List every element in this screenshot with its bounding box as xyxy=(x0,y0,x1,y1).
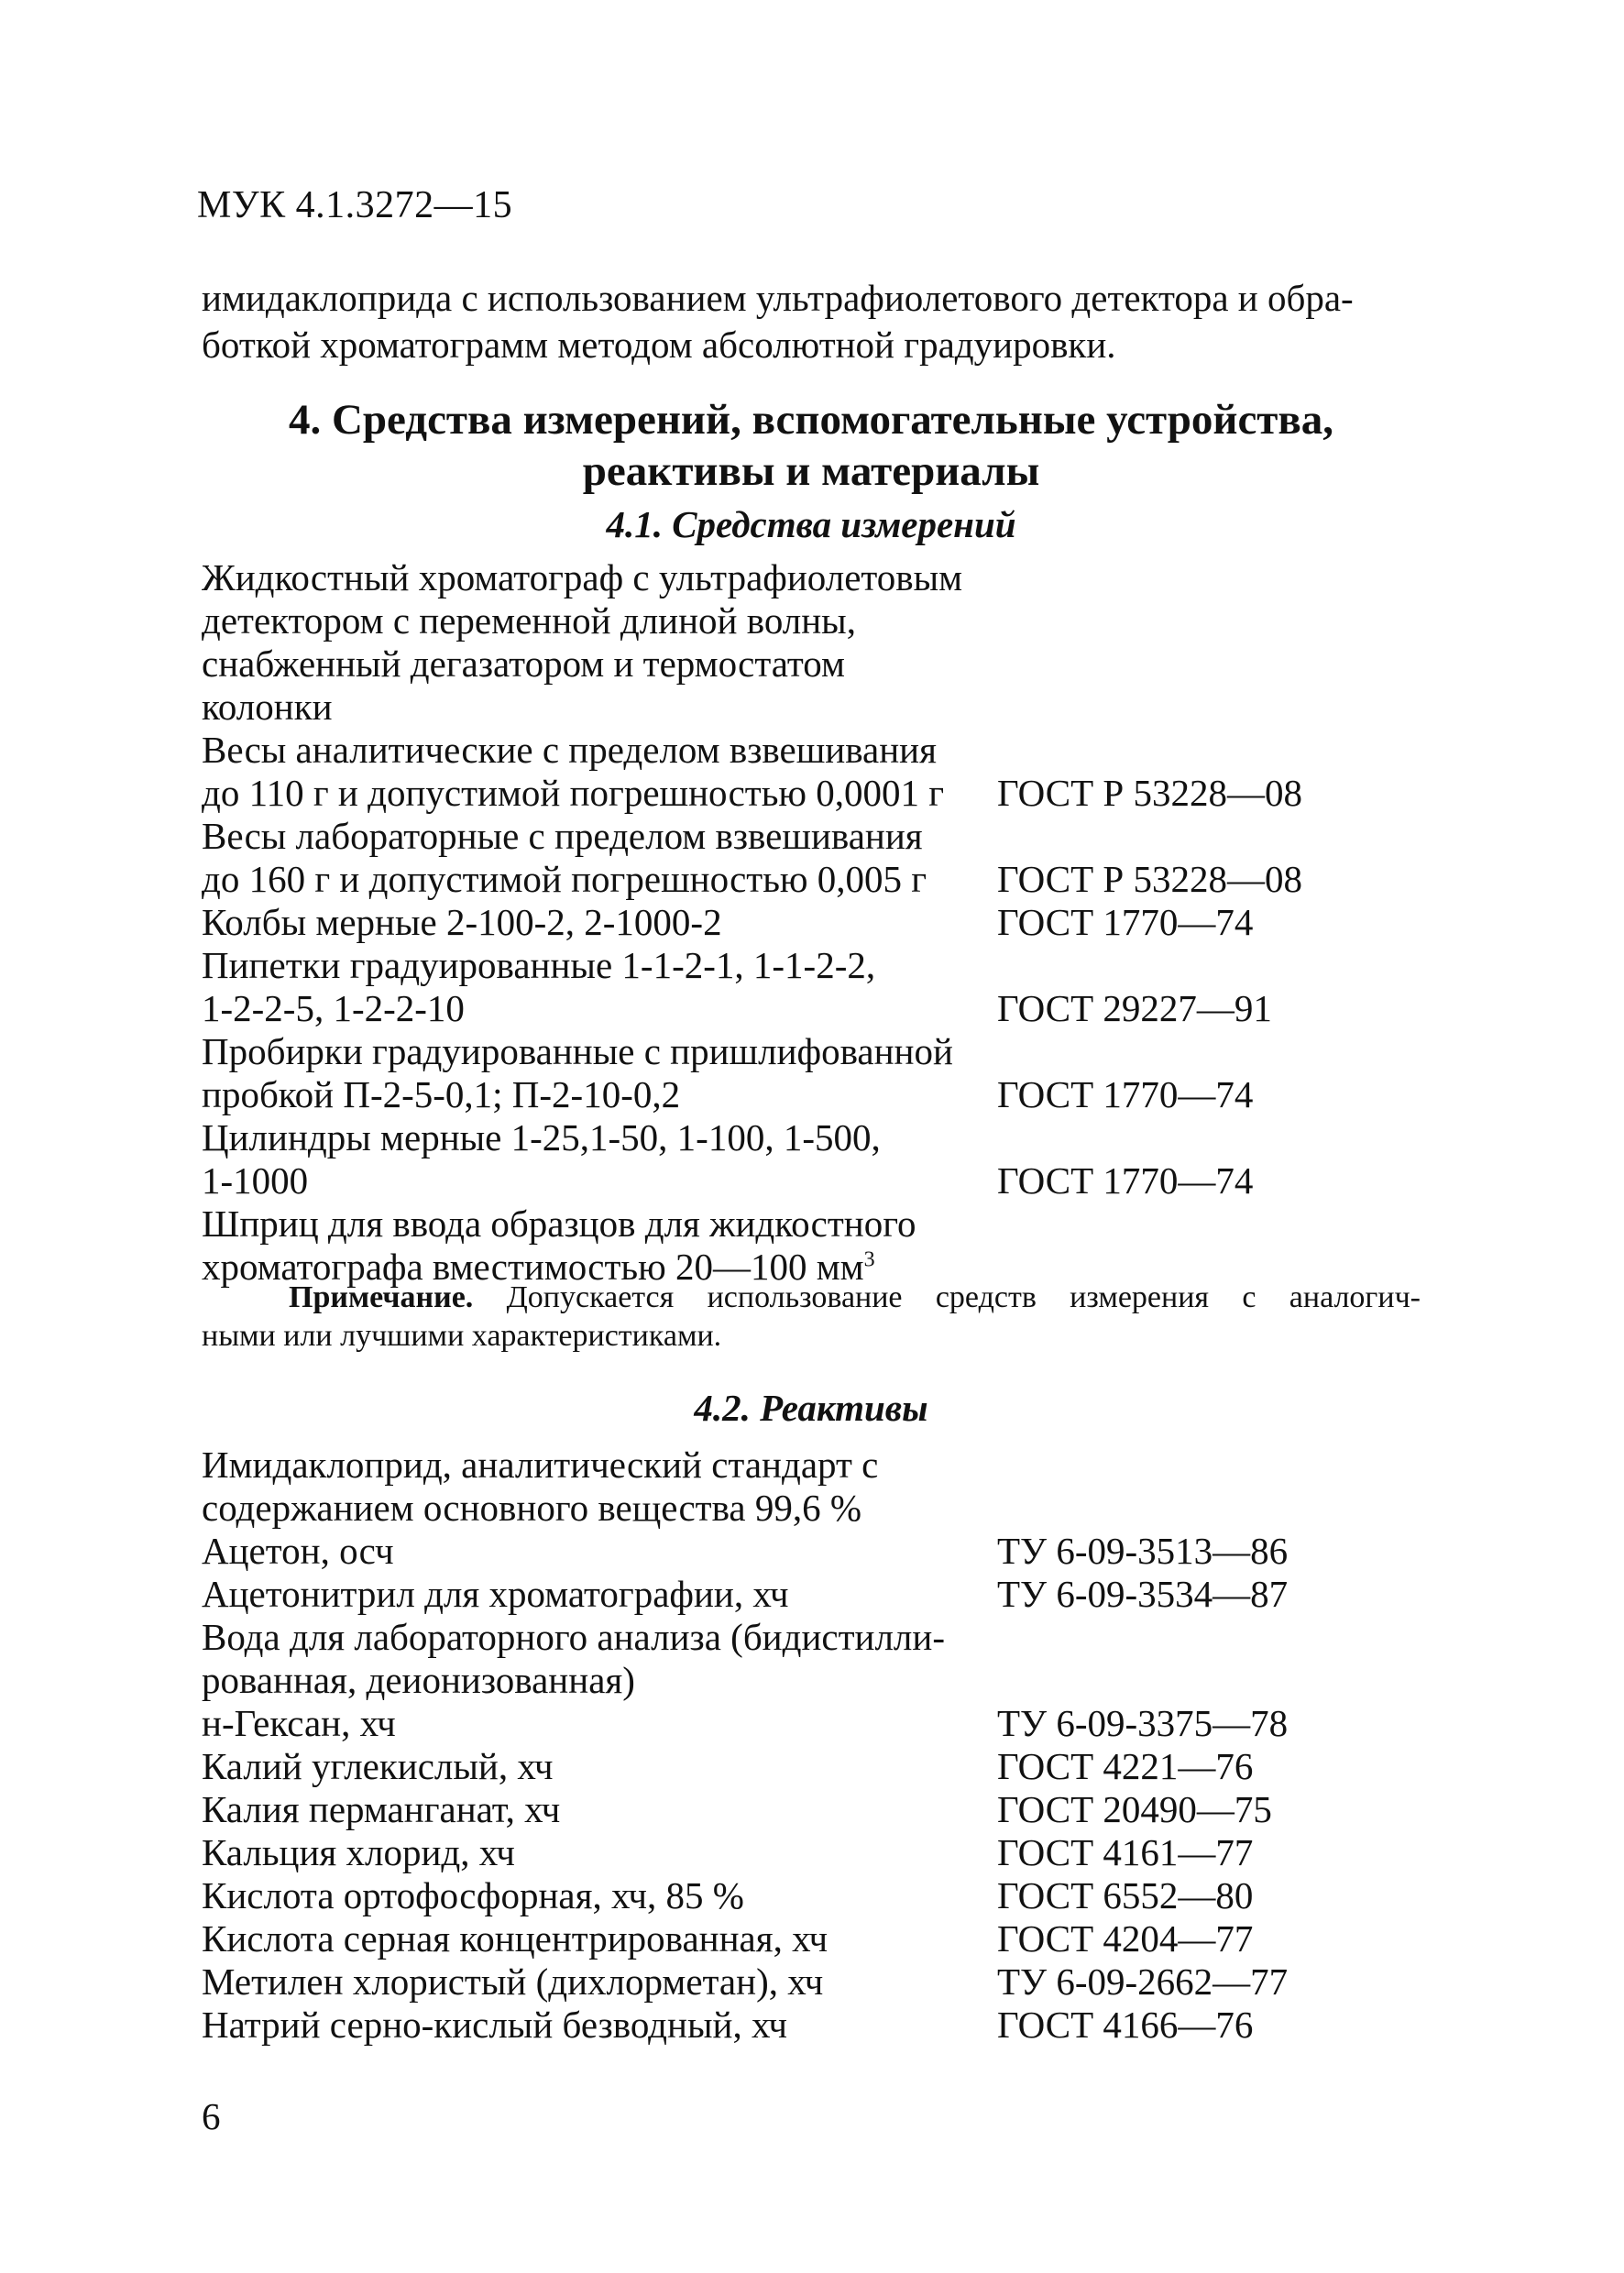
note xyxy=(202,1279,1421,1356)
list-row xyxy=(202,1115,1421,1158)
note-line: ными или лучшими характеристиками. xyxy=(202,1319,722,1353)
item-name xyxy=(202,685,333,729)
item-standard: ГОСТ 1770—74 xyxy=(997,901,1254,943)
list-row xyxy=(202,1202,1421,1245)
item-name-text: Кислота ортофосфорная, хч, 85 % xyxy=(202,1874,744,1916)
item-name-text: Имидаклоприд, аналитический стандарт с xyxy=(202,1444,879,1486)
item-name-text: 1-2-2-5, 1-2-2-10 xyxy=(202,987,465,1029)
list-row xyxy=(202,814,1421,857)
item-name-text: детектором с переменной длиной волны, xyxy=(202,599,856,642)
list-row xyxy=(202,1572,1421,1615)
list-row xyxy=(202,1615,1421,1658)
item-name-text: пробкой П-2-5-0,1; П-2-10-0,2 xyxy=(202,1073,681,1115)
item-name-text: Ацетон, осч xyxy=(202,1530,394,1572)
item-name xyxy=(202,1830,515,1874)
list-row xyxy=(202,1486,1421,1529)
intro-line: имидаклоприда с использованием ультрафиолетового детектора и обра- xyxy=(202,277,1354,319)
list-row xyxy=(202,857,1421,900)
item-name xyxy=(202,900,722,944)
list-row xyxy=(202,642,1421,685)
intro-line: боткой хроматограмм методом абсолютной градуировки. xyxy=(202,324,1116,366)
item-name-text: 1-1000 xyxy=(202,1159,309,1202)
item-name xyxy=(202,1029,953,1073)
item-standard: ГОСТ 4161—77 xyxy=(997,1831,1254,1873)
item-name xyxy=(202,814,923,858)
item-name xyxy=(202,1443,878,1487)
item-standard: ГОСТ 4166—76 xyxy=(997,2004,1254,2046)
item-standard: ТУ 6-09-3534—87 xyxy=(997,1573,1289,1615)
list-row xyxy=(202,728,1421,771)
item-name-text: Пробирки градуированные с пришлифованной xyxy=(202,1030,953,1072)
item-name-text: содержанием основного вещества 99,6 % xyxy=(202,1487,862,1529)
item-name-text: Натрий серно-кислый безводный, хч xyxy=(202,2004,788,2046)
document-code: МУК 4.1.3272—15 xyxy=(197,184,513,226)
subsection-heading-reagents: 4.2. Реактивы xyxy=(694,1387,928,1429)
item-name-text: Кальция хлорид, хч xyxy=(202,1831,515,1873)
item-name-text: Ацетонитрил для хроматографии, хч xyxy=(202,1573,789,1615)
item-name xyxy=(202,1572,788,1616)
list-row xyxy=(202,1916,1421,1960)
item-name xyxy=(202,2003,787,2047)
item-name xyxy=(202,1658,635,1702)
list-row xyxy=(202,598,1421,642)
item-name xyxy=(202,1701,396,1745)
item-name-text: колонки xyxy=(202,686,333,728)
note-text: Допускается использование средств измерения с аналогич- xyxy=(473,1280,1421,1314)
item-standard: ГОСТ Р 53228—08 xyxy=(997,858,1302,900)
list-row xyxy=(202,900,1421,943)
item-name-text: Шприц для ввода образцов для жидкостного xyxy=(202,1202,916,1245)
item-name-text: Жидкостный хроматограф с ультрафиолетовым xyxy=(202,556,963,598)
item-name xyxy=(202,943,875,987)
item-name-text: Весы лабораторные с пределом взвешивания xyxy=(202,815,923,857)
item-name xyxy=(202,1486,861,1530)
list-row xyxy=(202,771,1421,814)
item-name xyxy=(202,1787,560,1831)
item-name xyxy=(202,771,944,815)
item-standard: ГОСТ 6552—80 xyxy=(997,1874,1254,1916)
item-name-text: Кислота серная концентрированная, хч xyxy=(202,1917,828,1960)
item-name-text: Метилен хлористый (дихлорметан), хч xyxy=(202,1960,824,2003)
item-name-text: н-Гексан, хч xyxy=(202,1702,396,1744)
item-name xyxy=(202,1960,823,2004)
item-name xyxy=(202,1072,680,1116)
item-name xyxy=(202,555,962,599)
item-name-text: Пипетки градуированные 1-1-2-1, 1-1-2-2, xyxy=(202,944,876,986)
item-standard: ГОСТ Р 53228—08 xyxy=(997,772,1302,814)
unit-superscript: 3 xyxy=(863,1247,875,1272)
item-standard: ГОСТ 4221—76 xyxy=(997,1745,1254,1787)
list-row xyxy=(202,1744,1421,1787)
list-row xyxy=(202,1873,1421,1916)
list-row xyxy=(202,1701,1421,1744)
item-name xyxy=(202,1615,945,1659)
list-row xyxy=(202,1787,1421,1830)
item-name-text: Вода для лабораторного анализа (бидистилли- xyxy=(202,1616,945,1658)
item-standard: ГОСТ 20490—75 xyxy=(997,1788,1272,1830)
list-row xyxy=(202,1830,1421,1873)
item-name xyxy=(202,728,937,772)
item-name xyxy=(202,598,856,642)
list-row xyxy=(202,1658,1421,1701)
subsection-heading-instruments: 4.1. Средства измерений xyxy=(606,503,1016,545)
list-row xyxy=(202,1960,1421,2003)
reagents-list xyxy=(202,1443,1421,2046)
item-name-text: Калия перманганат, хч xyxy=(202,1788,561,1830)
item-name-text: до 110 г и допустимой погрешностью 0,0001 г xyxy=(202,772,945,814)
item-standard: ГОСТ 4204—77 xyxy=(997,1917,1254,1960)
item-name-text: хроматографа вместимостью 20—100 мм xyxy=(202,1246,864,1288)
list-row xyxy=(202,943,1421,986)
page-number: 6 xyxy=(202,2095,221,2137)
item-name xyxy=(202,1744,553,1788)
item-name-text: Колбы мерные 2-100-2, 2-1000-2 xyxy=(202,901,722,943)
item-standard: ГОСТ 1770—74 xyxy=(997,1073,1254,1115)
list-row xyxy=(202,986,1421,1029)
item-name xyxy=(202,1873,744,1917)
note-line xyxy=(202,1279,1421,1317)
item-standard: ГОСТ 1770—74 xyxy=(997,1159,1254,1202)
section-title-line: реактивы и материалы xyxy=(582,447,1040,495)
list-row xyxy=(202,1158,1421,1202)
intro-paragraph xyxy=(202,275,1421,368)
item-name-text: снабженный дегазатором и термостатом xyxy=(202,642,845,685)
item-name-text: до 160 г и допустимой погрешностью 0,005 г xyxy=(202,858,927,900)
item-name-text: Калий углекислый, хч xyxy=(202,1745,554,1787)
item-standard: ТУ 6-09-3513—86 xyxy=(997,1530,1289,1572)
item-name xyxy=(202,642,845,686)
section-title xyxy=(202,394,1421,497)
list-row xyxy=(202,2003,1421,2046)
instruments-list xyxy=(202,555,1421,1288)
item-standard: ТУ 6-09-2662—77 xyxy=(997,1960,1289,2003)
item-name xyxy=(202,1158,308,1202)
list-row xyxy=(202,1072,1421,1115)
list-row xyxy=(202,685,1421,728)
item-name xyxy=(202,986,465,1030)
section-title-line: 4. Средства измерений, вспомогательные устройства, xyxy=(288,396,1334,444)
item-name xyxy=(202,1115,881,1159)
list-row xyxy=(202,1529,1421,1572)
item-name-text: Весы аналитические с пределом взвешивания xyxy=(202,729,937,771)
item-name xyxy=(202,1202,916,1246)
list-row xyxy=(202,1443,1421,1486)
item-name xyxy=(202,1916,828,1960)
item-standard: ТУ 6-09-3375—78 xyxy=(997,1702,1289,1744)
item-name xyxy=(202,857,927,901)
item-name-text: Цилиндры мерные 1-25,1-50, 1-100, 1-500, xyxy=(202,1116,881,1158)
item-standard: ГОСТ 29227—91 xyxy=(997,987,1272,1029)
note-label: Примечание. xyxy=(289,1280,474,1314)
item-name-text: рованная, деионизованная) xyxy=(202,1659,635,1701)
list-row xyxy=(202,555,1421,598)
item-name xyxy=(202,1529,394,1573)
list-row xyxy=(202,1029,1421,1072)
